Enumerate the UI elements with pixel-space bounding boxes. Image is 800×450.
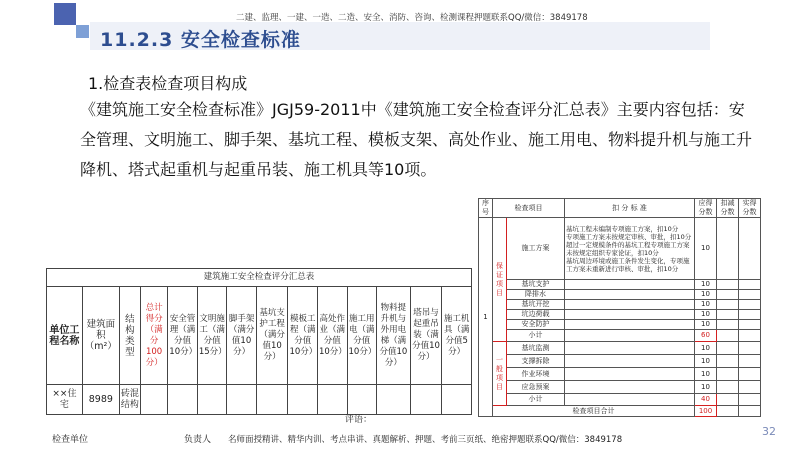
watermark-top: 二建、监理、一建、一造、二造、安全、消防、咨询、检测课程押题联系QQ/微信：3849178 (236, 13, 588, 23)
cell-empty (256, 385, 288, 415)
cell-empty (717, 406, 739, 417)
cell-empty (565, 368, 695, 381)
item-name: 应急预案 (507, 381, 565, 394)
cell-empty (739, 300, 761, 310)
check-header: 实得分数 (739, 199, 761, 218)
cell-empty (717, 280, 739, 290)
header-cell: 模板工程（满分值10分） (288, 287, 318, 385)
cell-empty (739, 406, 761, 417)
page-number: 32 (762, 425, 776, 438)
item-score: 10 (695, 320, 717, 330)
responsible-label: 负责人 (184, 435, 212, 445)
cell-empty (739, 280, 761, 290)
cell-empty (565, 342, 695, 355)
subtotal-label: 小计 (507, 394, 565, 406)
general-label: 一般项目 (493, 342, 507, 406)
cell-empty (168, 385, 198, 415)
cell-empty (565, 280, 695, 290)
item-score: 10 (695, 310, 717, 320)
cell-empty (717, 320, 739, 330)
header-cell: 基坑支护工程（满分值10分） (256, 287, 288, 385)
plan-score: 10 (695, 218, 717, 280)
cell-empty (739, 320, 761, 330)
cell-empty (717, 381, 739, 394)
header-cell: 施工用电（满分值10分） (347, 287, 377, 385)
item-score: 10 (695, 342, 717, 355)
decorative-square-small (76, 25, 89, 38)
cell-empty (717, 368, 739, 381)
item-name: 降排水 (507, 290, 565, 300)
item-name: 基坑监测 (507, 342, 565, 355)
cell-empty (739, 342, 761, 355)
watermark-bottom: 名师面授精讲、精华内训、考点串讲、真题解析、押题、考前三页纸、绝密押题联系QQ/微信：3849178 (228, 435, 623, 445)
check-header: 应得分数 (695, 199, 717, 218)
cell-empty (442, 385, 472, 415)
summary-table-title: 建筑施工安全检查评分汇总表 (47, 269, 472, 287)
header-cell: 塔吊与起重吊装（满分值10分） (410, 287, 442, 385)
header-cell: 安全管理（满分值10分） (168, 287, 198, 385)
cell-empty (565, 355, 695, 368)
slide-title: 11.2.3 安全检查标准 (100, 29, 301, 51)
cell-empty (717, 300, 739, 310)
item-score: 10 (695, 381, 717, 394)
header-cell: 结构类型 (119, 287, 140, 385)
cell-empty (197, 385, 227, 415)
cell-structure: 砖混结构 (119, 385, 140, 415)
cell-empty (717, 218, 739, 280)
cell-empty (410, 385, 442, 415)
header-cell-total: 总计得分（满分100分） (140, 287, 167, 385)
check-header: 序号 (479, 199, 493, 218)
item-score: 10 (695, 280, 717, 290)
cell-empty (717, 355, 739, 368)
item-name: 安全防护 (507, 320, 565, 330)
cell-empty (565, 394, 695, 406)
body-paragraph: 《建筑施工安全检查标准》JGJ59-2011中《建筑施工安全检查评分汇总表》主要内容包括：安全管理、文明施工、脚手架、基坑工程、模板支架、高处作业、施工用电、物料提升机与施工升降机、塔式起重机与起重吊装、施工机具等10项。 (80, 100, 753, 179)
cell-empty (739, 355, 761, 368)
item-score: 10 (695, 355, 717, 368)
row-number: 1 (479, 218, 493, 417)
header-cell: 施工机具（满分值5分） (442, 287, 472, 385)
item-score: 10 (695, 368, 717, 381)
item-name: 基坑开挖 (507, 300, 565, 310)
cell-empty (739, 381, 761, 394)
summary-table (46, 268, 472, 450)
section-heading: 1.检查表检查项目构成 (88, 74, 248, 93)
plan-text: 基坑工程未编制专项施工方案，扣10分 专项施工方案未按规定审核、审批，扣10分 超过一定规模条件的基坑工程专项施工方案未按规定组织专家论证，扣10分 基坑周边环境或施工条件发生变化，专项施工方案未重新进行审核、审批，扣10分 (565, 218, 695, 280)
cell-empty (739, 218, 761, 280)
cell-empty (739, 368, 761, 381)
cell-empty (565, 320, 695, 330)
check-unit-label: 检查单位 (52, 435, 89, 445)
total-score: 100 (695, 406, 717, 417)
cell-empty (717, 310, 739, 320)
cell-empty (739, 330, 761, 342)
item-name: 支撑拆除 (507, 355, 565, 368)
cell-empty (717, 330, 739, 342)
cell-empty (717, 342, 739, 355)
checklist-table (478, 198, 761, 417)
decorative-square (54, 3, 76, 25)
item-name: 坑边荷载 (507, 310, 565, 320)
header-cell: 高处作业（满分值10分） (317, 287, 347, 385)
plan-item: 施工方案 (507, 218, 565, 280)
cell-empty (140, 385, 167, 415)
cell-empty (717, 394, 739, 406)
header-cell: 脚手架（满分值10分） (227, 287, 257, 385)
subtotal-label: 小计 (507, 330, 565, 342)
cell-empty (739, 290, 761, 300)
header-cell: 单位工程名称 (47, 287, 83, 385)
total-label: 检查项目合计 (493, 406, 695, 417)
check-header: 扣减分数 (717, 199, 739, 218)
cell-name: ××住宅 (47, 385, 83, 415)
item-score: 10 (695, 300, 717, 310)
item-name: 基坑支护 (507, 280, 565, 290)
item-name: 作业环境 (507, 368, 565, 381)
cell-empty (565, 330, 695, 342)
cell-empty (717, 290, 739, 300)
check-header: 检查项目 (493, 199, 565, 218)
cell-empty (565, 381, 695, 394)
eval-label: 评语： (345, 415, 373, 425)
cell-empty (347, 385, 377, 415)
header-cell: 物料提升机与外用电梯（满分值10分） (377, 287, 411, 385)
guarantee-label: 保证项目 (493, 218, 507, 342)
cell-empty (565, 300, 695, 310)
cell-empty (377, 385, 411, 415)
subtotal-general: 40 (695, 394, 717, 406)
cell-empty (227, 385, 257, 415)
check-header: 扣 分 标 准 (565, 199, 695, 218)
cell-empty (565, 290, 695, 300)
item-score: 10 (695, 290, 717, 300)
cell-empty (565, 310, 695, 320)
cell-empty (739, 394, 761, 406)
cell-area: 8989 (82, 385, 119, 415)
cell-empty (288, 385, 318, 415)
subtotal-guarantee: 60 (695, 330, 717, 342)
header-cell: 文明施工（满分值15分） (197, 287, 227, 385)
cell-empty (739, 310, 761, 320)
header-cell: 建筑面积（m²） (82, 287, 119, 385)
cell-empty (317, 385, 347, 415)
